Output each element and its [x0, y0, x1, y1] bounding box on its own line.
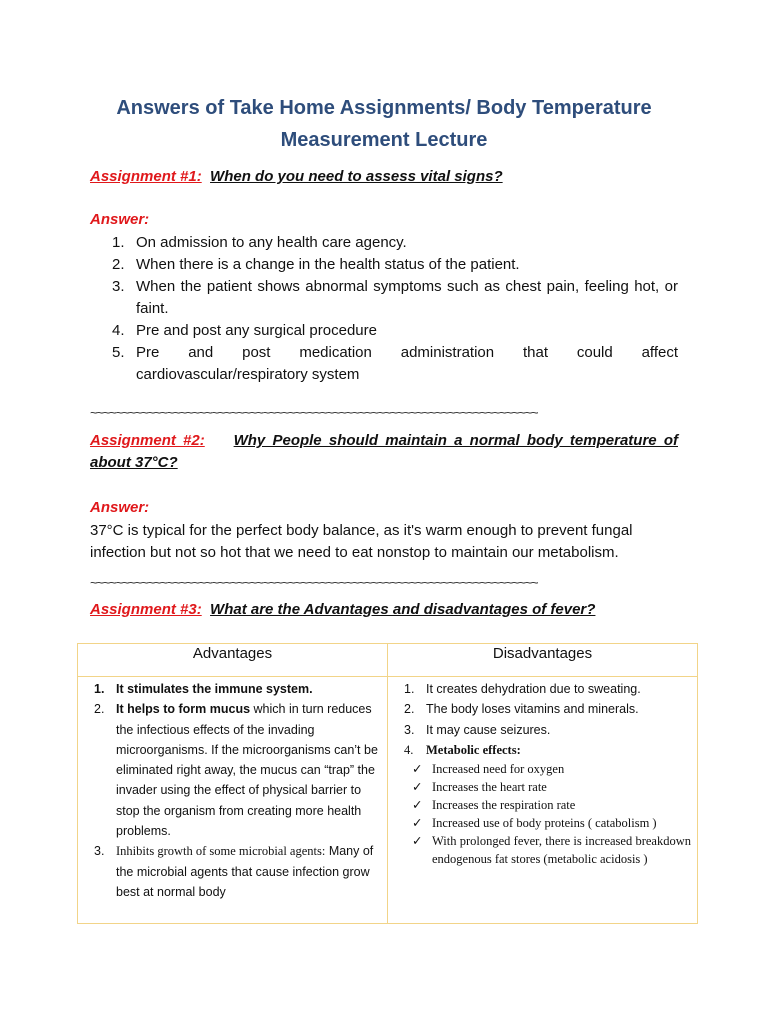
check-icon: ✓ [412, 834, 423, 849]
assignment-3-question: What are the Advantages and disadvantages of fever? [210, 601, 596, 618]
list-item: 3. It may cause seizures. [404, 722, 551, 737]
assignment-1-tag: Assignment #1: [90, 168, 202, 185]
fever-table [77, 643, 698, 924]
assignment-2-question: Why People should maintain a normal body temperature of about 37°C? [90, 432, 678, 471]
table-header-advantages: Advantages [78, 644, 388, 677]
assignment-1-answer-list [90, 232, 678, 386]
list-item: 5. Pre and post medication administration that could affect cardiovascular/respiratory system [112, 344, 678, 383]
list-item: 2. It helps to form mucus which in turn reduces the infectious effects of the invading microorganisms. If the microorganisms can’t be eliminated right away, the mucus can “trap” the invader using the effect of physical barrier to stop the organism from creating more health problems. [94, 702, 378, 839]
assignment-2-tag: Assignment #2: [90, 432, 205, 449]
advantages-cell [78, 677, 388, 924]
assignment-2-answer-label: Answer: [90, 499, 150, 516]
check-icon: ✓ [412, 798, 423, 813]
list-item: 2. The body loses vitamins and minerals. [404, 702, 639, 717]
title-line-2: Measurement Lecture [280, 129, 488, 151]
assignment-2-heading [90, 430, 678, 474]
metabolic-effects-list [396, 760, 691, 868]
assignment-3-heading [90, 599, 678, 621]
check-icon: ✓ [412, 762, 423, 777]
list-item: 3. When the patient shows abnormal symptoms such as chest pain, feeling hot, or faint. [112, 278, 678, 317]
list-item: 2. When there is a change in the health status of the patient. [112, 256, 520, 273]
table-header-disadvantages: Disadvantages [388, 644, 698, 677]
title-line-1: Answers of Take Home Assignments/ Body Temperature [116, 97, 652, 119]
check-icon: ✓ [412, 816, 423, 831]
page-title [90, 92, 678, 156]
assignment-3-tag: Assignment #3: [90, 601, 202, 618]
list-item: 1. It creates dehydration due to sweating. [404, 682, 641, 696]
check-icon: ✓ [412, 780, 423, 795]
list-item: 1. On admission to any health care agency. [112, 234, 407, 251]
list-item: 3. Inhibits growth of some microbial agents: Many of the microbial agents that cause infection grow best at normal body [94, 844, 374, 899]
list-item: 1. It stimulates the immune system. [94, 682, 313, 696]
assignment-1-answer-label: Answer: [90, 211, 150, 228]
disadvantages-cell [388, 677, 698, 924]
separator-2: ~~~~~~~~~~~~~~~~~~~~~~~~~~~~~~~~~~~~~~~~~~~~~~~~~~~~~~~~~~~~~~~~~~~~~~ [90, 575, 538, 590]
assignment-1-heading [90, 166, 678, 188]
list-item: ✓ With prolonged fever, there is increased breakdown endogenous fat stores (metabolic acidosis ) [412, 834, 691, 867]
separator-1: ~~~~~~~~~~~~~~~~~~~~~~~~~~~~~~~~~~~~~~~~~~~~~~~~~~~~~~~~~~~~~~~~~~~~~~ [90, 405, 538, 420]
list-item: 4. Metabolic effects: [404, 742, 521, 757]
assignment-1-question: When do you need to assess vital signs? [210, 168, 503, 185]
list-item: ✓ Increases the respiration rate [412, 798, 576, 813]
assignment-2-answer: 37°C is typical for the perfect body balance, as it's warm enough to prevent fungal infection but not so hot that we need to eat nonstop to maintain our metabolism. [90, 522, 633, 561]
list-item: ✓ Increased use of body proteins ( catabolism ) [412, 816, 657, 831]
list-item: ✓ Increased need for oxygen [412, 762, 565, 777]
list-item: ✓ Increases the heart rate [412, 780, 547, 795]
list-item: 4. Pre and post any surgical procedure [112, 322, 377, 339]
